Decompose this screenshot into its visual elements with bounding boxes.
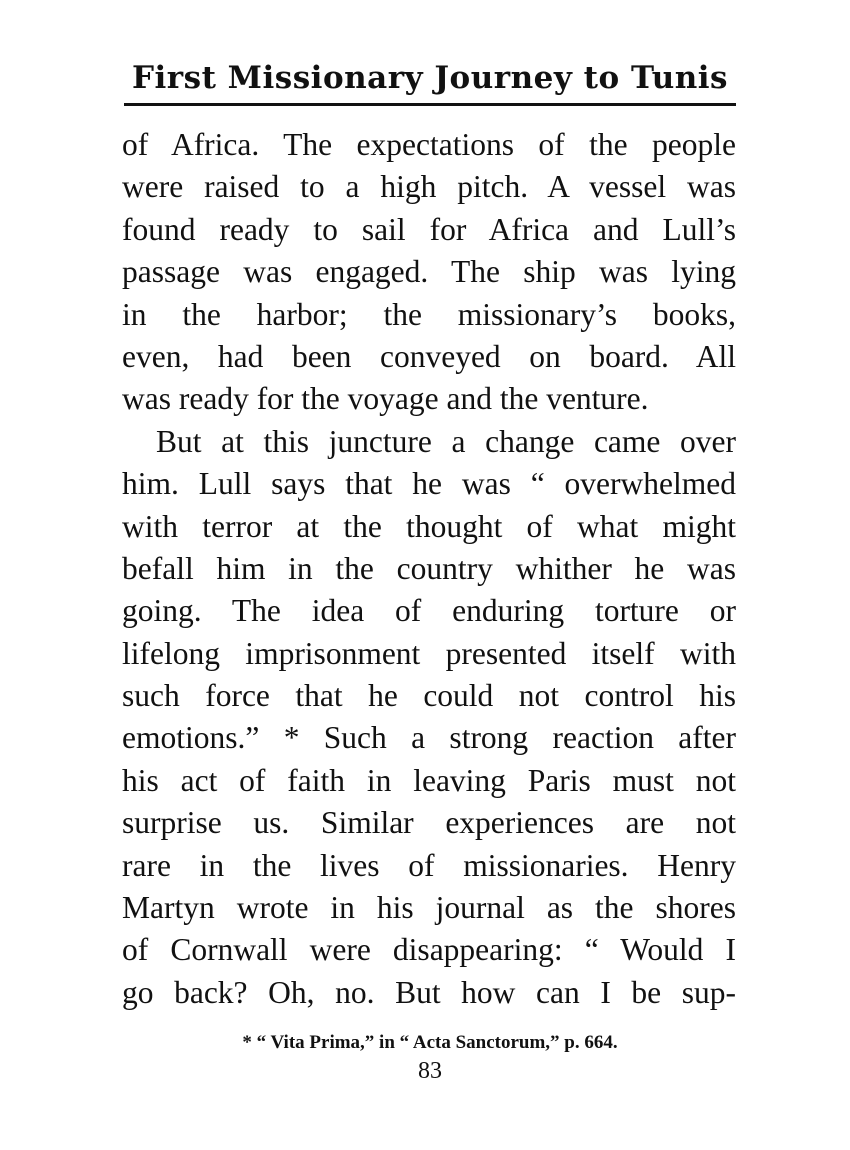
text-line: such force that he could not control his: [122, 678, 736, 714]
text-line: surprise us. Similar experiences are not: [122, 805, 736, 841]
body-text: [122, 124, 736, 1014]
text-line: was ready for the voyage and the venture.: [122, 381, 649, 417]
text-line: going. The idea of enduring torture or: [122, 593, 736, 629]
text-line: his act of faith in leaving Paris must not: [122, 762, 736, 798]
paragraph-2: [122, 421, 736, 1014]
paragraph-1: [122, 124, 736, 421]
page-number: 83: [418, 1058, 442, 1084]
text-line: in the harbor; the missionary’s books,: [122, 296, 736, 332]
text-line: go back? Oh, no. But how can I be sup-: [122, 974, 736, 1010]
text-line: lifelong imprisonment presented itself with: [122, 635, 736, 671]
running-header: First Missionary Journey to Tunis: [132, 60, 728, 96]
text-line: Martyn wrote in his journal as the shores: [122, 890, 736, 926]
text-line: found ready to sail for Africa and Lull’s: [122, 211, 736, 247]
text-line: with terror at the thought of what might: [122, 508, 736, 544]
header-rule: [124, 103, 736, 106]
footnote: * “ Vita Prima,” in “ Acta Sanctorum,” p. 664.: [242, 1032, 618, 1053]
text-line: of Africa. The expectations of the people: [122, 127, 736, 162]
text-line: even, had been conveyed on board. All: [122, 338, 736, 374]
text-line: of Cornwall were disappearing: “ Would I: [122, 932, 736, 968]
text-line: were raised to a high pitch. A vessel was: [122, 169, 736, 205]
text-line: But at this juncture a change came over: [156, 423, 736, 459]
text-line: rare in the lives of missionaries. Henry: [122, 847, 736, 883]
text-line: passage was engaged. The ship was lying: [122, 254, 736, 290]
text-line: him. Lull says that he was “ overwhelmed: [122, 466, 736, 502]
text-line: befall him in the country whither he was: [122, 550, 736, 586]
text-line: emotions.” * Such a strong reaction after: [122, 720, 736, 756]
